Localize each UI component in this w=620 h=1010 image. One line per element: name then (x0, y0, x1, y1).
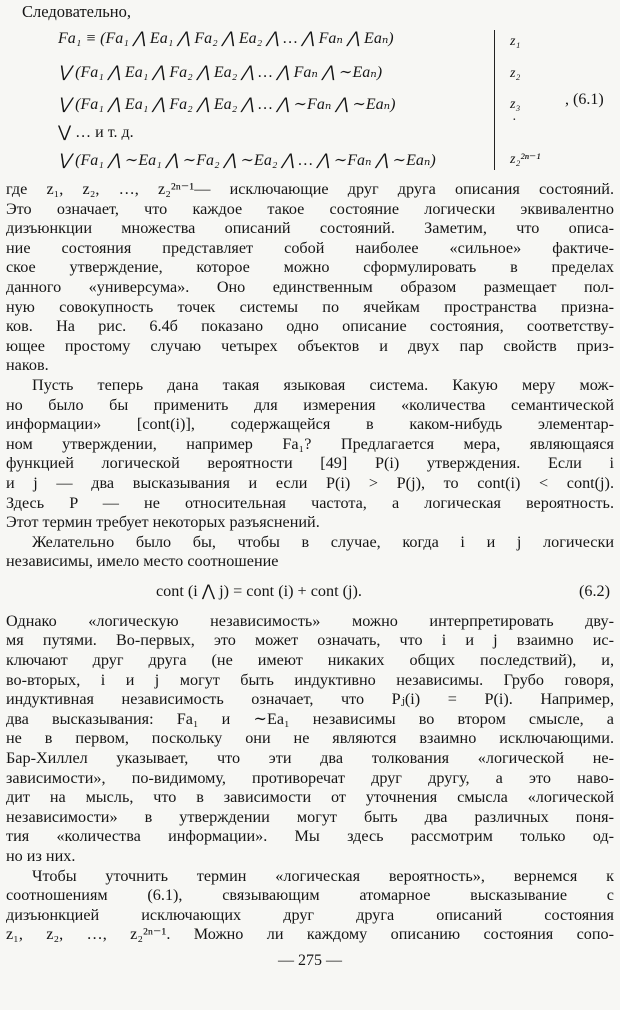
z-label: z₂ (510, 66, 521, 81)
text-line: данного «универсума». Оно единственным образом размещает пол- (6, 277, 614, 296)
text-line: ское утверждение, которое можно сформулировать в пределах (6, 258, 614, 277)
equation-6-2 (6, 582, 614, 604)
text-line: но из них. (6, 847, 76, 865)
text-line: Здесь P — не относительная частота, а логическая вероятность. (6, 493, 614, 512)
text-line: и j — два высказывания и если P(i) > P(j), то cont(i) < cont(j). (6, 473, 614, 492)
text-line: дизъюнкции множества описаний состояний. Заметим, что описа- (6, 219, 614, 238)
text-line: дизъюнкцией исключающих друг друга описаний состояния (6, 905, 614, 924)
text-line: два высказывания: Fa₁ и ∼Ea₁ независимы во втором смысле, а (6, 709, 614, 728)
text-line: Чтобы уточнить термин «логическая вероятность», вернемся к (32, 866, 614, 885)
body-text (6, 180, 614, 945)
text-line: зависимости», по-видимому, противоречат друг другу, а это наво- (6, 768, 614, 787)
paragraph-5 (6, 867, 614, 945)
formula-bracket (494, 30, 497, 170)
formula-line: ⋁ (Fa₁ ⋀ ∼Ea₁ ⋀ ∼Fa₂ ⋀ ∼Ea₂ ⋀ … ⋀ ∼Faₙ ⋀ ∼Eaₙ) (58, 152, 436, 169)
paragraph-3 (6, 533, 614, 572)
text-line: информации» [cont(i)], содержащейся в каком-нибудь элементар- (6, 415, 614, 434)
text-line: ющее простому случаю четырех объектов и двух пар свойств приз- (6, 336, 614, 355)
equation-6-2-body: cont (i ⋀ j) = cont (i) + cont (j). (156, 581, 362, 600)
text-line: но было бы применить для измерения «количества семантической (6, 395, 614, 414)
text-line: независимости» в утверждении могут быть два различных поня- (6, 807, 614, 826)
text-line: не в первом, поскольку они не являются взаимно исключающими. (6, 729, 614, 748)
page-number: — 275 — (278, 952, 342, 969)
text-line: Это означает, что каждое такое состояние логически эквивалентно (6, 199, 614, 218)
text-line: ном утверждении, например Fa₁? Предлагается мера, являющаяся (6, 434, 614, 453)
text-line: Бар-Хиллел указывает, что эти два толкования «логической не- (6, 749, 614, 768)
z-ellipsis-dot: · (512, 113, 517, 128)
text-line: наков. (6, 356, 49, 375)
z-label: z₂²ⁿ⁻¹ (510, 152, 541, 167)
text-line: Желательно было бы, чтобы в случае, когда i и j логически (32, 532, 614, 551)
text-line: ключают друг друга (не имеют никаких общих последствий), и, (6, 651, 614, 670)
text-line: ков. На рис. 6.4б показано одно описание состояния, соответству- (6, 317, 614, 336)
text-line: Пусть теперь дана такая языковая система. Какую меру мож- (32, 375, 614, 394)
paragraph-2 (6, 376, 614, 533)
text-line: где z₁, z₂, …, z₂²ⁿ⁻¹— исключающие друг друга описания состояний. (6, 180, 614, 198)
text-line: z₁, z₂, …, z₂²ⁿ⁻¹. Можно ли каждому описанию состояния сопо- (6, 925, 614, 944)
text-line: ную совокупность точек системы по ячейкам пространства призна- (6, 297, 614, 316)
text-line: независимы, имело место соотношение (6, 552, 279, 571)
text-line: мя путями. Во-первых, это может означать, что i и j взаимно ис- (6, 631, 614, 650)
text-line: тия «количества информации». Мы здесь рассмотрим только од- (6, 827, 614, 846)
text-line: функцией логической вероятности [49] P(i) утверждения. Если i (6, 454, 614, 473)
text-line: Однако «логическую независимость» можно интерпретировать дву- (6, 611, 614, 630)
formula-line: ⋁ … и т. д. (58, 124, 134, 141)
formula-block-6-1 (0, 0, 620, 178)
text-line: ние состояния представляет собой наиболее «сильное» фактиче- (6, 238, 614, 257)
formula-line: ⋁ (Fa₁ ⋀ Ea₁ ⋀ Fa₂ ⋀ Ea₂ ⋀ … ⋀ ∼Faₙ ⋀ ∼Eaₙ) (58, 96, 396, 113)
equation-number-6-2: (6.2) (578, 581, 610, 600)
text-line: индуктивная независимость означает, что Pⱼ(i) = P(i). Например, (6, 690, 614, 709)
text-line: во-вторых, i и j могут быть индуктивно независимы. Грубо говоря, (6, 670, 614, 689)
formula-lead-text: Следовательно, (22, 2, 131, 21)
equation-number-6-1: , (6.1) (565, 91, 604, 108)
formula-line: Fa₁ ≡ (Fa₁ ⋀ Ea₁ ⋀ Fa₂ ⋀ Ea₂ ⋀ … ⋀ Faₙ ⋀ Eaₙ) (58, 30, 394, 47)
text-line: соотношениям (6.1), связывающим атомарное высказывание с (6, 886, 614, 905)
paragraph-4 (6, 612, 614, 867)
text-line: дит на мысль, что в зависимости от уточнения смысла «логической (6, 788, 614, 807)
z-label: z₃ (510, 97, 521, 112)
z-label: z₁ (510, 34, 521, 49)
formula-line: ⋁ (Fa₁ ⋀ Ea₁ ⋀ Fa₂ ⋀ Ea₂ ⋀ … ⋀ Faₙ ⋀ ∼Eaₙ) (58, 64, 383, 81)
text-line: Этот термин требует некоторых разъяснений. (6, 513, 320, 532)
paragraph-1 (6, 180, 614, 376)
